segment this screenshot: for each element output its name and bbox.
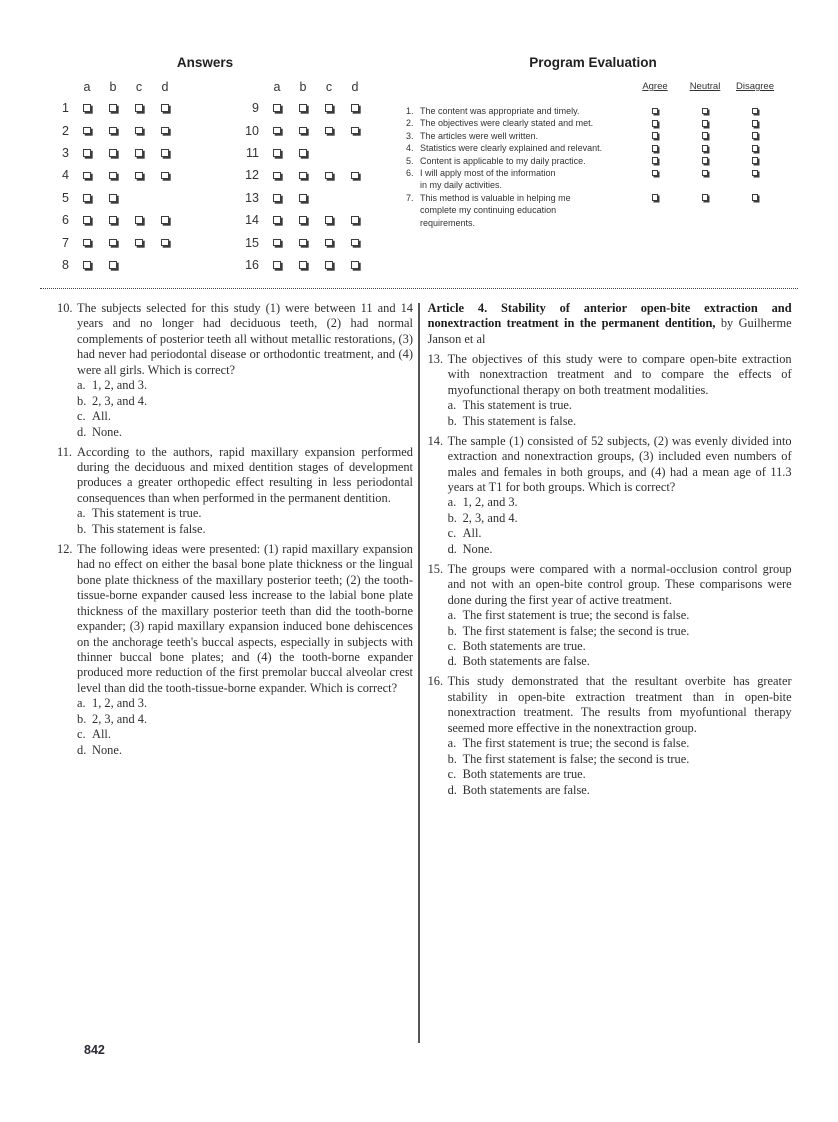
evaluation-item-text: I will apply most of the information in my daily activities. [420, 168, 556, 191]
question-16-option-d: d. Both statements are false. [447, 782, 590, 797]
answers-column-header-c: c [325, 79, 333, 94]
evaluation-item-4 [406, 142, 786, 154]
evaluation-checkbox-1-agree[interactable] [652, 108, 659, 115]
question-number: 12. [57, 541, 73, 556]
answer-checkbox-13a[interactable] [273, 194, 281, 202]
answer-row-3 [50, 142, 178, 164]
evaluation-item-text: This method is valuable in helping me complete my continuing education requirements. [420, 192, 571, 228]
evaluation-item-number: 4. [406, 143, 414, 154]
answer-row-number: 7 [62, 235, 69, 250]
answer-checkbox-15c[interactable] [325, 239, 333, 247]
answer-checkbox-15b[interactable] [299, 239, 307, 247]
evaluation-checkbox-2-agree[interactable] [652, 120, 659, 127]
evaluation-item-text: The content was appropriate and timely. [420, 106, 580, 116]
question-12-option-a: a. 1, 2, and 3. [77, 696, 148, 711]
question-11-option-b: b. This statement is false. [77, 521, 206, 536]
question-12-option-c: c. All. [77, 727, 111, 742]
answer-row-15 [240, 231, 368, 253]
evaluation-item-3 [406, 130, 786, 142]
question-16-option-b: b. The first statement is false; the second is true. [447, 751, 690, 766]
evaluation-item-text: The articles were well written. [420, 130, 539, 141]
answer-checkbox-14b[interactable] [299, 216, 307, 224]
answer-row-number: 5 [62, 190, 69, 205]
answers-column-header-b: b [299, 79, 307, 94]
question-number: 13. [427, 351, 444, 366]
answer-row-8 [50, 254, 178, 276]
article-byline: by Guilherme Janson et al [427, 316, 792, 346]
answer-checkbox-6d[interactable] [161, 216, 169, 224]
answer-row-number: 16 [245, 257, 259, 272]
answer-checkbox-1b[interactable] [109, 104, 117, 112]
column-divider [418, 303, 420, 1043]
question-12-option-b: b. 2, 3, and 4. [77, 711, 148, 726]
evaluation-item-number: 1. [406, 106, 414, 116]
answers-column-header-a: a [273, 79, 281, 94]
answer-row-number: 6 [62, 213, 69, 228]
answer-checkbox-10a[interactable] [273, 127, 281, 135]
answer-checkbox-8b[interactable] [109, 261, 117, 269]
questions-column-left [57, 301, 413, 1043]
answer-row-7 [50, 231, 178, 253]
answer-row-number: 12 [245, 168, 259, 183]
answer-checkbox-5b[interactable] [109, 194, 117, 202]
question-12 [57, 542, 413, 758]
question-16-option-c: c. Both statements are true. [447, 767, 586, 782]
evaluation-item-text: Content is applicable to my daily practice. [420, 155, 586, 166]
evaluation-checkbox-4-agree[interactable] [652, 145, 659, 152]
question-10-option-b: b. 2, 3, and 4. [77, 393, 148, 408]
answer-checkbox-6a[interactable] [83, 216, 91, 224]
answers-column-header-d: d [161, 79, 169, 94]
answers-grid [40, 76, 370, 276]
question-11 [57, 445, 413, 538]
evaluation-checkbox-5-neutral[interactable] [702, 157, 709, 164]
questions-column-right [428, 301, 792, 1043]
answer-row-2 [50, 119, 178, 141]
question-text: The groups were compared with a normal-occlusion control group and not with an open-bite control group. These comparisons were done during the first year of active treatment. [447, 561, 792, 607]
answer-row-number: 11 [246, 145, 259, 160]
evaluation-column-headers [406, 81, 786, 92]
evaluation-item-6 [406, 167, 786, 192]
question-10 [57, 301, 413, 440]
evaluation-checkbox-4-neutral[interactable] [702, 145, 709, 152]
evaluation-checkbox-2-disagree[interactable] [752, 120, 759, 127]
answer-checkbox-12d[interactable] [351, 172, 359, 180]
answer-checkbox-7a[interactable] [83, 239, 91, 247]
evaluation-checkbox-2-neutral[interactable] [702, 120, 709, 127]
question-text: This study demonstrated that the resultant overbite has greater stability in open-bite extraction treatment than in open-bite nonextraction treatment. The results from myofuntional therapy seemed more effective in the nonextraction group. [447, 674, 792, 735]
answer-checkbox-12b[interactable] [299, 172, 307, 180]
answer-checkbox-10d[interactable] [351, 127, 359, 135]
evaluation-checkbox-7-neutral[interactable] [702, 194, 709, 201]
evaluation-checkbox-4-disagree[interactable] [752, 145, 759, 152]
answers-column-header-c: c [135, 79, 143, 94]
evaluation-item-7 [406, 192, 786, 229]
question-number: 14. [427, 433, 444, 448]
answer-checkbox-3d[interactable] [161, 149, 169, 157]
answers-grid-left [50, 76, 178, 276]
answer-checkbox-15d[interactable] [351, 239, 359, 247]
answer-row-14 [240, 209, 368, 231]
answer-row-1 [50, 97, 178, 119]
answer-checkbox-1d[interactable] [161, 104, 169, 112]
evaluation-items [406, 105, 786, 229]
question-10-option-a: a. 1, 2, and 3. [77, 378, 148, 393]
question-12-option-d: d. None. [77, 742, 122, 757]
program-evaluation-section [406, 55, 786, 229]
question-number: 10. [57, 301, 73, 315]
answer-checkbox-16d[interactable] [351, 261, 359, 269]
program-evaluation-title: Program Evaluation [529, 55, 657, 70]
evaluation-checkbox-5-agree[interactable] [652, 157, 659, 164]
answer-checkbox-2d[interactable] [161, 127, 169, 135]
evaluation-item-number: 7. [406, 192, 414, 203]
answer-row-number: 4 [62, 168, 69, 183]
question-14-option-b: b. 2, 3, and 4. [447, 510, 518, 525]
answer-checkbox-6b[interactable] [109, 216, 117, 224]
question-number: 16. [427, 674, 444, 689]
evaluation-checkbox-6-agree[interactable] [652, 170, 659, 177]
answers-column-header-a: a [83, 79, 91, 94]
answer-checkbox-9a[interactable] [273, 104, 281, 112]
answer-row-number: 8 [62, 257, 69, 272]
question-text: The objectives of this study were to compare open-bite extraction with nonextraction treatment and to compare the effects of myofunctional therapy on both treatment modalities. [447, 351, 792, 397]
answer-checkbox-8a[interactable] [83, 261, 91, 269]
questions-right-list [428, 352, 792, 798]
article-header [428, 301, 792, 347]
question-13 [428, 352, 792, 429]
questions-area [57, 301, 792, 1043]
answer-checkbox-9c[interactable] [325, 104, 333, 112]
answer-row-number: 1 [62, 101, 69, 116]
question-11-option-a: a. This statement is true. [77, 506, 202, 521]
answer-checkbox-2b[interactable] [109, 127, 117, 135]
answer-checkbox-16c[interactable] [325, 261, 333, 269]
answer-checkbox-12a[interactable] [273, 172, 281, 180]
question-16 [428, 674, 792, 798]
answers-letter-row [240, 76, 368, 97]
evaluation-item-number: 2. [406, 118, 414, 129]
answer-checkbox-4c[interactable] [135, 172, 143, 180]
page-number: 842 [84, 1043, 105, 1057]
answer-row-9 [240, 97, 368, 119]
answer-row-6 [50, 209, 178, 231]
article-title: Article 4. Stability of anterior open-bite extraction and nonextraction treatment in the permanent dentition, [427, 301, 792, 331]
answer-row-5 [50, 187, 178, 209]
answer-row-16 [240, 254, 368, 276]
question-number: 11. [57, 444, 73, 459]
answer-checkbox-10c[interactable] [325, 127, 333, 135]
evaluation-checkbox-1-disagree[interactable] [752, 108, 759, 115]
question-14-option-a: a. 1, 2, and 3. [447, 495, 518, 510]
answers-section [40, 55, 370, 276]
answers-letter-row [50, 76, 178, 97]
answers-title: Answers [176, 55, 234, 70]
answer-checkbox-16a[interactable] [273, 261, 281, 269]
evaluation-checkbox-3-neutral[interactable] [702, 132, 709, 139]
evaluation-checkbox-3-agree[interactable] [652, 132, 659, 139]
evaluation-checkbox-7-disagree[interactable] [752, 194, 759, 201]
answer-checkbox-10b[interactable] [299, 127, 307, 135]
answer-checkbox-2c[interactable] [135, 127, 143, 135]
question-text: The sample (1) consisted of 52 subjects, (2) was evenly divided into extraction and nonextraction groups, (3) included even numbers of males and females in both groups, and (4) had a mean age of 11.3 years at T1 for both groups. Which is correct? [447, 433, 792, 494]
question-15 [428, 562, 792, 670]
question-10-option-d: d. None. [77, 424, 122, 439]
answer-checkbox-3b[interactable] [109, 149, 117, 157]
answer-checkbox-15a[interactable] [273, 239, 281, 247]
evaluation-column-header-agree: Agree [642, 81, 668, 92]
question-10-option-c: c. All. [77, 409, 111, 424]
evaluation-item-text: Statistics were clearly explained and relevant. [420, 143, 603, 154]
answers-column-header-d: d [351, 79, 359, 94]
answer-checkbox-16b[interactable] [299, 261, 307, 269]
answer-row-number: 13 [245, 190, 259, 205]
answer-checkbox-9b[interactable] [299, 104, 307, 112]
evaluation-item-number: 5. [406, 155, 414, 166]
answer-row-11 [240, 142, 368, 164]
answer-row-number: 15 [245, 235, 259, 250]
answer-row-number: 10 [245, 123, 259, 138]
answer-row-number: 14 [245, 213, 259, 228]
question-14-option-c: c. All. [447, 526, 482, 541]
answer-row-4 [50, 164, 178, 186]
answer-checkbox-4d[interactable] [161, 172, 169, 180]
answer-row-10 [240, 119, 368, 141]
answer-checkbox-7c[interactable] [135, 239, 143, 247]
evaluation-item-number: 6. [406, 168, 414, 179]
evaluation-checkbox-7-agree[interactable] [652, 194, 659, 201]
answers-grid-right [240, 76, 368, 276]
evaluation-item-1 [406, 105, 786, 117]
evaluation-checkbox-1-neutral[interactable] [702, 108, 709, 115]
evaluation-checkbox-5-disagree[interactable] [752, 157, 759, 164]
evaluation-column-header-disagree: Disagree [735, 81, 775, 92]
dotted-divider [40, 288, 798, 289]
answer-checkbox-7b[interactable] [109, 239, 117, 247]
evaluation-checkbox-6-disagree[interactable] [752, 170, 759, 177]
question-13-option-a: a. This statement is true. [447, 398, 573, 413]
answer-checkbox-13b[interactable] [299, 194, 307, 202]
evaluation-item-number: 3. [406, 130, 414, 141]
answer-row-number: 2 [62, 123, 69, 138]
answer-checkbox-12c[interactable] [325, 172, 333, 180]
answer-checkbox-5a[interactable] [83, 194, 91, 202]
evaluation-item-text: The objectives were clearly stated and met. [420, 118, 594, 129]
question-text: The subjects selected for this study (1) were between 11 and 14 years and no longer had deciduous teeth, (2) had normal complements of posterior teeth all without metallic restorations, (3) had never had periodontal disease or orthodontic treatment, and (4) were all girls. Which is correct? [77, 301, 413, 377]
answer-checkbox-1c[interactable] [135, 104, 143, 112]
answer-checkbox-11b[interactable] [299, 149, 307, 157]
question-14 [428, 434, 792, 558]
answer-checkbox-9d[interactable] [351, 104, 359, 112]
question-15-option-a: a. The first statement is true; the second is false. [447, 608, 690, 623]
evaluation-checkbox-3-disagree[interactable] [752, 132, 759, 139]
answers-column-header-b: b [109, 79, 117, 94]
question-16-option-a: a. The first statement is true; the second is false. [447, 736, 690, 751]
answer-checkbox-3a[interactable] [83, 149, 91, 157]
question-13-option-b: b. This statement is false. [447, 413, 577, 428]
question-15-option-b: b. The first statement is false; the second is true. [447, 623, 690, 638]
answer-checkbox-14d[interactable] [351, 216, 359, 224]
evaluation-column-header-neutral: Neutral [689, 81, 721, 92]
answer-row-13 [240, 187, 368, 209]
answer-checkbox-7d[interactable] [161, 239, 169, 247]
answer-checkbox-1a[interactable] [83, 104, 91, 112]
answer-checkbox-2a[interactable] [83, 127, 91, 135]
question-15-option-d: d. Both statements are false. [447, 654, 590, 669]
answer-checkbox-11a[interactable] [273, 149, 281, 157]
evaluation-item-5 [406, 155, 786, 167]
answer-row-12 [240, 164, 368, 186]
answer-checkbox-6c[interactable] [135, 216, 143, 224]
answer-checkbox-14c[interactable] [325, 216, 333, 224]
question-14-option-d: d. None. [447, 541, 493, 556]
question-text: The following ideas were presented: (1) rapid maxillary expansion had no effect on either the basal bone plate thickness or the lingual bone plate thickness of the maxillary posterior teeth; (2) the tooth-tissue-borne expander caused less increase to the labial bone plate thickness of the maxillary posterior teeth than did the tooth-borne expander; (3) rapid maxillary expansion induced bone dehiscences on the anchorage teeth's buccal aspects, especially in subjects with thinner buccal bone plates; and (4) the tooth-borne expander produced more reduction of the first premolar buccal alveolar crest level than did the tooth-tissue-borne expander. Which is correct? [77, 541, 413, 695]
answer-row-number: 3 [62, 145, 69, 160]
answer-row-number: 9 [252, 101, 259, 116]
question-number: 15. [427, 561, 444, 576]
answer-checkbox-14a[interactable] [273, 216, 281, 224]
answer-checkbox-4a[interactable] [83, 172, 91, 180]
evaluation-item-2 [406, 117, 786, 129]
evaluation-checkbox-6-neutral[interactable] [702, 170, 709, 177]
answer-checkbox-4b[interactable] [109, 172, 117, 180]
question-15-option-c: c. Both statements are true. [447, 639, 586, 654]
answer-checkbox-3c[interactable] [135, 149, 143, 157]
question-text: According to the authors, rapid maxillary expansion performed during the deciduous and mixed dentition stages of development produces a greater orthopedic effect resulting in less periodontal consequences than when performed in the permanent dentition. [77, 444, 413, 505]
